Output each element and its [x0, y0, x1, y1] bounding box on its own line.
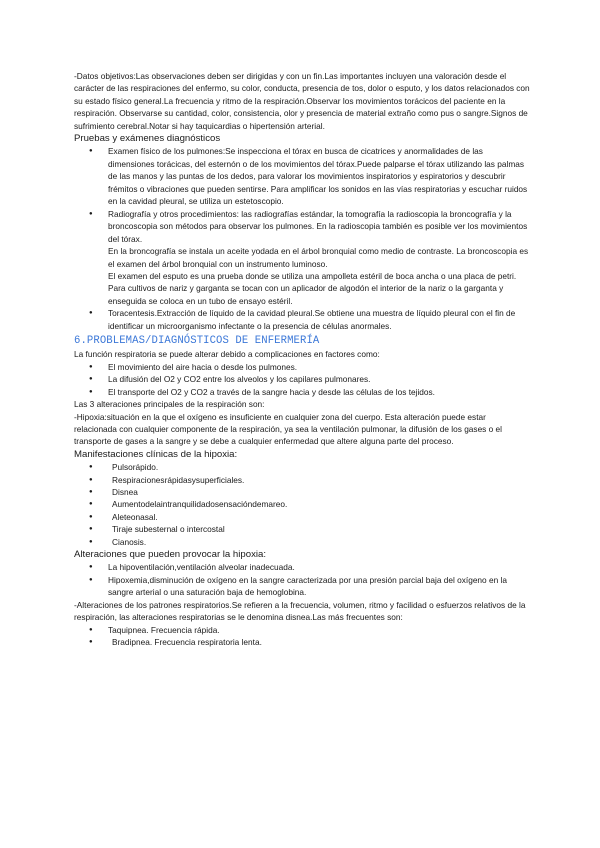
- alteraciones-hipoxia-list: [74, 561, 530, 598]
- document-page: [74, 70, 530, 649]
- funcion-respiratoria-intro: La función respiratoria se puede alterar debido a complicaciones en factores como:: [74, 349, 380, 360]
- pruebas-heading: Pruebas y exámenes diagnósticos: [74, 133, 221, 145]
- datos-objetivos-paragraph: -Datos objetivos:Las observaciones deben ser dirigidas y con un fin.Las importantes incluyen una valoración desde el carácter de las respiraciones del enfermo, su color, conducta, presencia de tos, dolor o esputo, y los datos relacionados con su estado físico general.La frecuencia y ritmo de la respiración.Observar los movimientos torácicos del paciente en la respiración. Observarse su cantidad, color, consistencia, olor y presencia de material extraño como pus o sangre.Signos de sufrimiento cerebral.Notar si hay taquicardias o hipertensión arterial.: [74, 71, 530, 131]
- list-item: ● Pulsorápido.: [74, 461, 530, 473]
- list-item: ● El transporte del O2 y CO2 a través de la sangre hacia y desde las células de los tejidos.: [74, 386, 530, 398]
- manifestaciones-list: [74, 461, 530, 548]
- list-item: ● Disnea: [74, 486, 530, 498]
- manifestaciones-heading: Manifestaciones clínicas de la hipoxia:: [74, 448, 238, 460]
- list-item: ● Taquipnea. Frecuencia rápida.: [74, 624, 530, 636]
- list-item: ● Examen físico de los pulmones:Se inspecciona el tórax en busca de cicatrices y anormalidades de las dimensiones torácicas, del esternón o de los movimientos del tórax.Puede palparse el tórax utilizando las palmas de las manos y las puntas de los dedos, para valorar los movimientos inspiratorios y espiratorios y descubrir frémitos o vibraciones que pueden sentirse. Para amplificar los sonidos en las vías respiratorias y escuchar ruidos en la cavidad pleural, se utiliza un estetoscopio.: [74, 145, 530, 207]
- list-item: ● Hipoxemia,disminución de oxígeno en la sangre caracterizada por una presión parcial baja del oxígeno en la sangre arterial o una saturación baja de hemoglobina.: [74, 574, 530, 599]
- list-item: ● La hipoventilación,ventilación alveolar inadecuada.: [74, 561, 530, 573]
- list-item: ● Aleteonasal.: [74, 511, 530, 523]
- alteraciones-hipoxia-heading: Alteraciones que pueden provocar la hipoxia:: [74, 549, 267, 561]
- list-item: ● El movimiento del aire hacia o desde los pulmones.: [74, 361, 530, 373]
- pruebas-list-cont: [74, 307, 530, 332]
- pruebas-list: [74, 145, 530, 245]
- list-item: ● La difusión del O2 y CO2 entre los alveolos y los capilares pulmonares.: [74, 373, 530, 385]
- radiografia-subparagraph: En la broncografía se instala un aceite yodada en el árbol bronquial como medio de contraste. La broncoscopia es el examen del árbol bronquial con un instrumento luminoso.: [108, 246, 529, 269]
- list-item: ● Radiografía y otros procedimientos: las radiografías estándar, la tomografía la radioscopia la broncografía y la broncoscopia son métodos para observar los pulmones. En la radioscopia también es posible ver los movimientos del tórax.: [74, 208, 530, 245]
- list-item: ● Respiracionesrápidasysuperficiales.: [74, 474, 530, 486]
- patrones-paragraph: -Alteraciones de los patrones respiratorios.Se refieren a la frecuencia, volumen, ritmo y facilidad o esfuerzos relativos de la respiración, las alteraciones respiratorias se le denomina disnea.Las más frecuentes son:: [74, 599, 526, 623]
- list-item: ● Bradipnea. Frecuencia respiratoria lenta.: [74, 636, 530, 648]
- patrones-list: [74, 624, 530, 649]
- radiografia-subparagraph: Para cultivos de nariz y garganta se tocan con un aplicador de algodón el interior de la nariz o la garganta y enseguida se coloca en un tubo de ensayo estéril.: [108, 283, 504, 306]
- alteraciones-heading: Las 3 alteraciones principales de la respiración son:: [74, 399, 265, 410]
- section-6-heading: 6.PROBLEMAS/DIAGNÓSTICOS DE ENFERMERÍA: [74, 335, 320, 348]
- list-item: ● Toracentesis.Extracción de líquido de la cavidad pleural.Se obtiene una muestra de líquido pleural con el fin de identificar un microorganismo infectante o la presencia de células anormales.: [74, 307, 530, 332]
- list-item: ● Tiraje subesternal o intercostal: [74, 523, 530, 535]
- radiografia-subparagraph: El examen del esputo es una prueba donde se utiliza una ampolleta estéril de boca ancha o una placa de petri.: [108, 271, 517, 281]
- hipoxia-paragraph: -Hipoxia:situación en la que el oxígeno es insuficiente en cualquier zona del cuerpo. Esta alteración puede estar relacionada con cualquier componente de la respiración, ya sea la ventilación pulmonar, la difusión de los gases o el transporte de gases a la sangre y se debe a cualquier enfermedad que altere alguna parte del proceso.: [74, 411, 503, 447]
- list-item: ● Cianosis.: [74, 536, 530, 548]
- factores-list: [74, 361, 530, 398]
- list-item: ● Aumentodelaintranquilidadosensacióndemareo.: [74, 498, 530, 510]
